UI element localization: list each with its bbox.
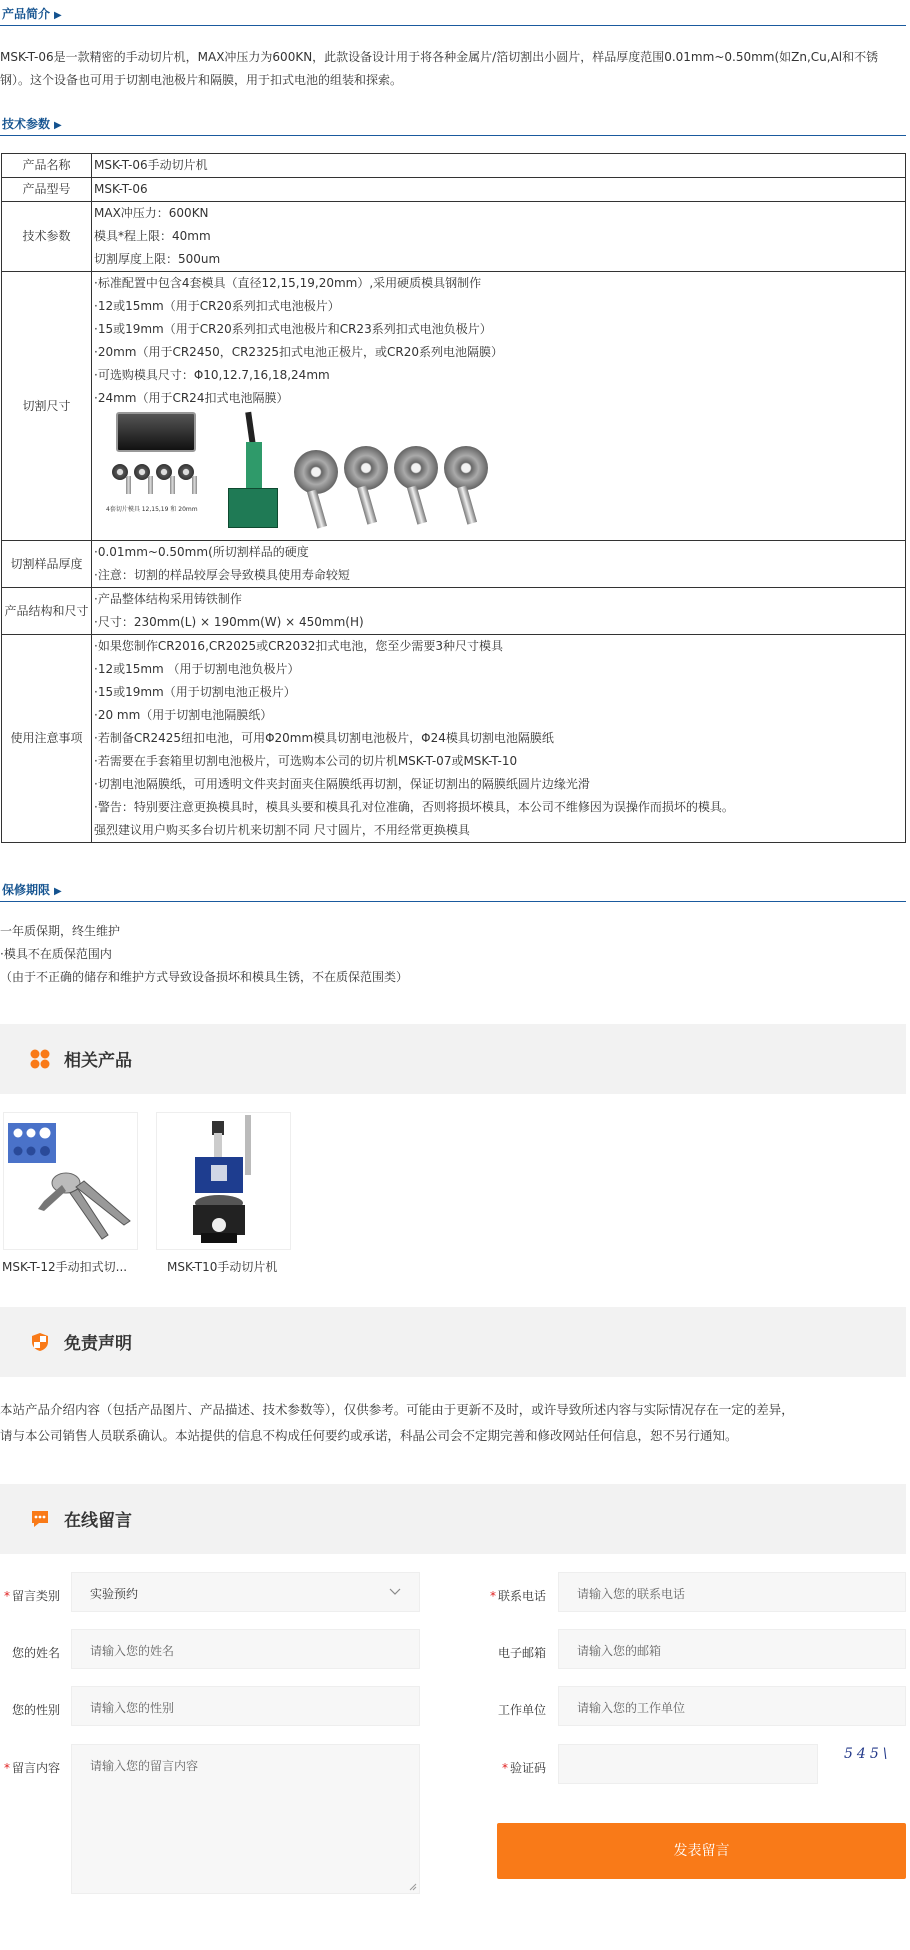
warranty-text <box>0 920 906 989</box>
shaft-icon <box>457 485 477 524</box>
image-caption: 4套切片模具 12,15,19 和 20mm <box>106 506 198 513</box>
table-row <box>2 541 906 588</box>
required-mark: * <box>3 1589 10 1603</box>
spec-value <box>92 202 906 272</box>
phone-input[interactable]: 请输入您的联系电话 <box>558 1572 906 1612</box>
content-label-text: 留言内容 <box>11 1761 60 1775</box>
related-products-header <box>0 1024 906 1094</box>
shaft-icon <box>307 489 327 528</box>
shaft-icon <box>192 476 197 494</box>
warranty-line: （由于不正确的储存和维护方式导致设备损坏和模具生锈，不在质保范围类） <box>0 970 409 984</box>
disclaimer-title: 免责声明 <box>64 1334 132 1354</box>
submit-message-button[interactable]: 发表留言 <box>497 1823 906 1879</box>
spec-line: ·15或19mm（用于切割电池正极片） <box>94 685 296 699</box>
die-icon <box>444 446 488 490</box>
content-placeholder: 请输入您的留言内容 <box>90 1759 199 1773</box>
spec-line: ·15或19mm（用于CR20系列扣式电池极片和CR23系列扣式电池负极片） <box>94 322 492 336</box>
spec-line: ·标准配置中包含4套模具（直径12,15,19,20mm）,采用硬质模具钢制作 <box>94 276 482 290</box>
table-row <box>2 272 906 541</box>
warranty-line: ·模具不在质保范围内 <box>0 947 112 961</box>
die-icon <box>394 446 438 490</box>
spec-key: 切割样品厚度 <box>2 541 92 588</box>
email-label: 电子邮箱 <box>497 1646 546 1660</box>
warranty-heading: 保修期限 <box>2 883 51 897</box>
die-icon <box>344 446 388 490</box>
table-row <box>2 588 906 635</box>
spec-line: ·尺寸：230mm(L) × 190mm(W) × 450mm(H) <box>94 615 364 629</box>
company-input[interactable]: 请输入您的工作单位 <box>558 1686 906 1726</box>
captcha-image[interactable]: 545\ <box>844 1746 892 1762</box>
spec-line: MSK-T-06手动切片机 <box>94 158 208 172</box>
spec-key: 产品结构和尺寸 <box>2 588 92 635</box>
related-product-card[interactable] <box>156 1112 291 1250</box>
related-product-name[interactable]: MSK-T10手动切片机 <box>167 1260 278 1274</box>
table-row <box>2 178 906 202</box>
table-row <box>2 154 906 178</box>
spec-heading: 技术参数 <box>2 117 51 131</box>
required-mark: * <box>501 1761 508 1775</box>
company-label: 工作单位 <box>497 1703 546 1717</box>
disclaimer-line: 本站产品介绍内容（包括产品图片、产品描述、技术参数等），仅供参考。可能由于更新不及时，或许导致所述内容与实际情况存在一定的差异， <box>0 1402 794 1417</box>
spec-line: ·产品整体结构采用铸铁制作 <box>94 592 242 606</box>
spec-section-header <box>0 112 906 136</box>
required-mark: * <box>3 1761 10 1775</box>
spec-line: ·注意：切割的样品较厚会导致模具使用寿命较短 <box>94 568 350 582</box>
name-label: 您的姓名 <box>11 1646 60 1660</box>
press-base-icon <box>228 488 278 528</box>
spec-line: ·警告：特别要注意更换模具时，模具头要和模具孔对位准确，否则将损坏模具，本公司不维修因为误操作而损坏的模具。 <box>94 800 734 814</box>
gender-input[interactable]: 请输入您的性别 <box>71 1686 420 1726</box>
spec-line: 强烈建议用户购买多台切片机来切割不同 尺寸圆片，不用经常更换模具 <box>94 823 470 837</box>
spec-value <box>92 272 906 541</box>
triangle-right-icon: ▶ <box>54 120 62 131</box>
content-textarea[interactable] <box>71 1744 420 1894</box>
message-header <box>0 1484 906 1554</box>
spec-value <box>92 178 906 202</box>
content-label <box>0 1759 60 1776</box>
captcha-label-text: 验证码 <box>509 1761 546 1775</box>
intro-heading: 产品简介 <box>2 7 51 21</box>
case-icon <box>116 412 196 452</box>
spec-line: ·可选购模具尺寸：Φ10,12.7,16,18,24mm <box>94 368 330 382</box>
spec-line: ·如果您制作CR2016,CR2025或CR2032扣式电池，您至少需要3种尺寸模具 <box>94 639 504 653</box>
die-case-photo <box>104 412 214 513</box>
related-title: 相关产品 <box>64 1051 132 1071</box>
spec-line: ·12或15mm （用于切割电池负极片） <box>94 662 300 676</box>
chat-bubble-icon <box>30 1509 50 1529</box>
resize-handle-icon[interactable] <box>409 1883 417 1891</box>
pliers-product-image <box>4 1113 138 1250</box>
spec-key: 使用注意事项 <box>2 635 92 843</box>
shaft-icon <box>407 485 427 524</box>
spec-value <box>92 588 906 635</box>
phone-label <box>486 1587 546 1604</box>
disclaimer-line: 请与本公司销售人员联系确认。本站提供的信息不构成任何要约或承诺，科晶公司会不定期完善和修改网站任何信息，恕不另行通知。 <box>0 1428 738 1443</box>
spec-line: 切割厚度上限：500um <box>94 252 221 266</box>
spec-value <box>92 635 906 843</box>
disclaimer-text <box>0 1397 906 1449</box>
spec-line: 模具*程上限：40mm <box>94 229 211 243</box>
intro-text <box>0 46 906 92</box>
shaft-icon <box>126 476 131 494</box>
spec-key: 产品型号 <box>2 178 92 202</box>
spec-key: 切割尺寸 <box>2 272 92 541</box>
spec-line: ·切割电池隔膜纸，可用透明文件夹封面夹住隔膜纸再切割，保证切割出的隔膜纸圆片边缘光滑 <box>94 777 590 791</box>
intro-line: 钢）。这个设备也可用于切割电池极片和隔膜，用于扣式电池的组装和探索。 <box>0 73 403 87</box>
captcha-input[interactable] <box>558 1744 818 1784</box>
shield-icon <box>30 1332 50 1352</box>
spec-key: 产品名称 <box>2 154 92 178</box>
cutter-product-image <box>157 1113 291 1250</box>
email-input[interactable]: 请输入您的邮箱 <box>558 1629 906 1669</box>
disclaimer-header <box>0 1307 906 1377</box>
spec-line: MAX冲压力：600KN <box>94 206 209 220</box>
spec-line: ·20mm（用于CR2450，CR2325扣式电池正极片，或CR20系列电池隔膜） <box>94 345 503 359</box>
phone-label-text: 联系电话 <box>497 1589 546 1603</box>
related-product-card[interactable] <box>3 1112 138 1250</box>
type-select[interactable] <box>71 1572 420 1612</box>
required-mark: * <box>489 1589 496 1603</box>
spec-key: 技术参数 <box>2 202 92 272</box>
spec-value <box>92 541 906 588</box>
message-title: 在线留言 <box>64 1511 132 1531</box>
type-select-value: 实验预约 <box>90 1587 139 1601</box>
intro-line: MSK-T-06是一款精密的手动切片机，MAX冲压力为600KN，此款设备设计用于将各种金属片/箔切割出小圆片，样品厚度范围0.01mm~0.50mm(如Zn,Cu,Al和不锈 <box>0 50 879 64</box>
table-row <box>2 202 906 272</box>
spec-line: ·20 mm（用于切割电池隔膜纸） <box>94 708 273 722</box>
shaft-icon <box>170 476 175 494</box>
table-row <box>2 635 906 843</box>
type-label-text: 留言类别 <box>11 1589 60 1603</box>
captcha-label <box>486 1759 546 1776</box>
spec-value <box>92 154 906 178</box>
triangle-right-icon: ▶ <box>54 886 62 897</box>
spec-line: ·24mm（用于CR24扣式电池隔膜） <box>94 391 289 405</box>
chevron-down-icon <box>389 1588 401 1596</box>
spec-line: ·若需要在手套箱里切割电池极片，可选购本公司的切片机MSK-T-07或MSK-T-10 <box>94 754 518 768</box>
triangle-right-icon: ▶ <box>54 10 62 21</box>
spec-line: MSK-T-06 <box>94 182 148 196</box>
spec-line: ·12或15mm（用于CR20系列扣式电池极片） <box>94 299 340 313</box>
spec-line: ·0.01mm~0.50mm(所切割样品的硬度 <box>94 545 309 559</box>
shaft-icon <box>357 485 377 524</box>
spec-line: ·若制备CR2425纽扣电池，可用Φ20mm模具切割电池极片，Φ24模具切割电池隔膜纸 <box>94 731 554 745</box>
cutting-dies-image <box>94 410 905 540</box>
name-input[interactable]: 请输入您的姓名 <box>71 1629 420 1669</box>
grid-flower-icon <box>30 1049 50 1069</box>
warranty-section-header <box>0 878 906 902</box>
die-icon <box>294 450 338 494</box>
spec-table <box>1 153 906 843</box>
shaft-icon <box>148 476 153 494</box>
gender-label: 您的性别 <box>11 1703 60 1717</box>
intro-section-header <box>0 2 906 26</box>
related-product-name[interactable]: MSK-T-12手动扣式切... <box>2 1260 128 1274</box>
warranty-line: 一年质保期，终生维护 <box>0 924 121 938</box>
press-photo <box>224 412 284 538</box>
type-label <box>0 1587 60 1604</box>
